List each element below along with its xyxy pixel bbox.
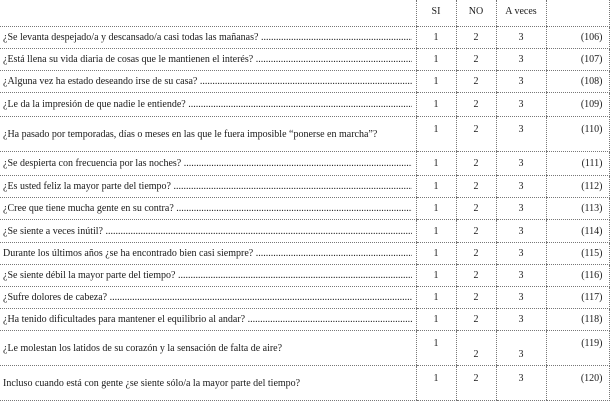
answer-no[interactable]: 2 xyxy=(456,220,496,243)
answer-si[interactable]: 1 xyxy=(416,366,456,401)
question-row-111 xyxy=(0,152,609,176)
item-code: (120) xyxy=(546,366,609,401)
question-row-107 xyxy=(0,49,609,71)
answer-aveces[interactable]: 3 xyxy=(496,366,546,401)
answer-no[interactable]: 2 xyxy=(456,176,496,198)
item-code: (113) xyxy=(546,198,609,220)
answer-aveces[interactable]: 3 xyxy=(496,331,546,366)
question-text: ¿Se levanta despejado/a y descansado/a casi todas las mañanas? ..... xyxy=(0,27,416,49)
item-code: (108) xyxy=(546,71,609,93)
question-text: ¿Es usted feliz la mayor parte del tiempo? ..... xyxy=(0,176,416,198)
question-text: ¿Se despierta con frecuencia por las noches? ..... xyxy=(0,152,416,176)
answer-no[interactable]: 2 xyxy=(456,93,496,117)
header-question-cell xyxy=(0,0,416,27)
answer-aveces[interactable]: 3 xyxy=(496,93,546,117)
answer-si[interactable]: 1 xyxy=(416,287,456,309)
answer-aveces[interactable]: 3 xyxy=(496,243,546,265)
answer-aveces[interactable]: 3 xyxy=(496,27,546,49)
answer-si[interactable]: 1 xyxy=(416,117,456,152)
header-no: NO xyxy=(456,0,496,27)
header-code-cell xyxy=(546,0,609,27)
answer-no[interactable]: 2 xyxy=(456,265,496,287)
question-text: ¿Cree que tiene mucha gente en su contra? ..... xyxy=(0,198,416,220)
question-text: ¿Sufre dolores de cabeza? ..... xyxy=(0,287,416,309)
item-code: (107) xyxy=(546,49,609,71)
question-text: ¿Ha pasado por temporadas, días o meses en las que le fuera imposible “ponerse en marcha”? xyxy=(0,117,416,152)
answer-no[interactable]: 2 xyxy=(456,49,496,71)
answer-si[interactable]: 1 xyxy=(416,49,456,71)
answer-no[interactable]: 2 xyxy=(456,309,496,331)
question-text: ¿Se siente débil la mayor parte del tiempo? ..... xyxy=(0,265,416,287)
question-row-106 xyxy=(0,27,609,49)
question-row-109 xyxy=(0,93,609,117)
answer-si[interactable]: 1 xyxy=(416,243,456,265)
item-code: (109) xyxy=(546,93,609,117)
item-code: (117) xyxy=(546,287,609,309)
answer-si[interactable]: 1 xyxy=(416,198,456,220)
question-text: ¿Se siente a veces inútil? ..... xyxy=(0,220,416,243)
question-row-119 xyxy=(0,331,609,366)
question-row-110 xyxy=(0,117,609,152)
answer-aveces[interactable]: 3 xyxy=(496,71,546,93)
question-text: ¿Alguna vez ha estado deseando irse de su casa? ..... xyxy=(0,71,416,93)
item-code: (112) xyxy=(546,176,609,198)
header-aveces: A veces xyxy=(496,0,546,27)
item-code: (106) xyxy=(546,27,609,49)
answer-si[interactable]: 1 xyxy=(416,27,456,49)
question-row-116 xyxy=(0,265,609,287)
answer-no[interactable]: 2 xyxy=(456,71,496,93)
header-si: SI xyxy=(416,0,456,27)
item-code: (119) xyxy=(546,331,609,366)
answer-aveces[interactable]: 3 xyxy=(496,49,546,71)
answer-si[interactable]: 1 xyxy=(416,176,456,198)
question-text: ¿Le da la impresión de que nadie le entiende? ..... xyxy=(0,93,416,117)
answer-si[interactable]: 1 xyxy=(416,309,456,331)
answer-no[interactable]: 2 xyxy=(456,287,496,309)
question-text: Incluso cuando está con gente ¿se siente sólo/a la mayor parte del tiempo? xyxy=(0,366,416,401)
item-code: (118) xyxy=(546,309,609,331)
item-code: (110) xyxy=(546,117,609,152)
answer-no[interactable]: 2 xyxy=(456,366,496,401)
answer-aveces[interactable]: 3 xyxy=(496,176,546,198)
item-code: (115) xyxy=(546,243,609,265)
question-row-117 xyxy=(0,287,609,309)
answer-si[interactable]: 1 xyxy=(416,93,456,117)
answer-si[interactable]: 1 xyxy=(416,331,456,366)
question-row-113 xyxy=(0,198,609,220)
question-row-108 xyxy=(0,71,609,93)
answer-no[interactable]: 2 xyxy=(456,27,496,49)
answer-no[interactable]: 2 xyxy=(456,331,496,366)
answer-aveces[interactable]: 3 xyxy=(496,287,546,309)
answer-no[interactable]: 2 xyxy=(456,152,496,176)
answer-si[interactable]: 1 xyxy=(416,265,456,287)
question-text: ¿Está llena su vida diaria de cosas que le mantienen el interés? ..... xyxy=(0,49,416,71)
item-code: (114) xyxy=(546,220,609,243)
item-code: (111) xyxy=(546,152,609,176)
answer-si[interactable]: 1 xyxy=(416,220,456,243)
answer-aveces[interactable]: 3 xyxy=(496,152,546,176)
question-row-120 xyxy=(0,366,609,401)
question-row-115 xyxy=(0,243,609,265)
question-row-114 xyxy=(0,220,609,243)
question-row-118 xyxy=(0,309,609,331)
answer-si[interactable]: 1 xyxy=(416,152,456,176)
header-row xyxy=(0,0,609,27)
answer-aveces[interactable]: 3 xyxy=(496,198,546,220)
question-text: ¿Ha tenido dificultades para mantener el equilibrio al andar? ..... xyxy=(0,309,416,331)
item-code: (116) xyxy=(546,265,609,287)
answer-aveces[interactable]: 3 xyxy=(496,117,546,152)
answer-aveces[interactable]: 3 xyxy=(496,220,546,243)
question-row-112 xyxy=(0,176,609,198)
question-text: ¿Le molestan los latidos de su corazón y la sensación de falta de aire? xyxy=(0,331,416,366)
answer-no[interactable]: 2 xyxy=(456,117,496,152)
answer-no[interactable]: 2 xyxy=(456,243,496,265)
question-text: Durante los últimos años ¿se ha encontrado bien casi siempre? ..... xyxy=(0,243,416,265)
answer-aveces[interactable]: 3 xyxy=(496,309,546,331)
answer-no[interactable]: 2 xyxy=(456,198,496,220)
answer-si[interactable]: 1 xyxy=(416,71,456,93)
answer-aveces[interactable]: 3 xyxy=(496,265,546,287)
